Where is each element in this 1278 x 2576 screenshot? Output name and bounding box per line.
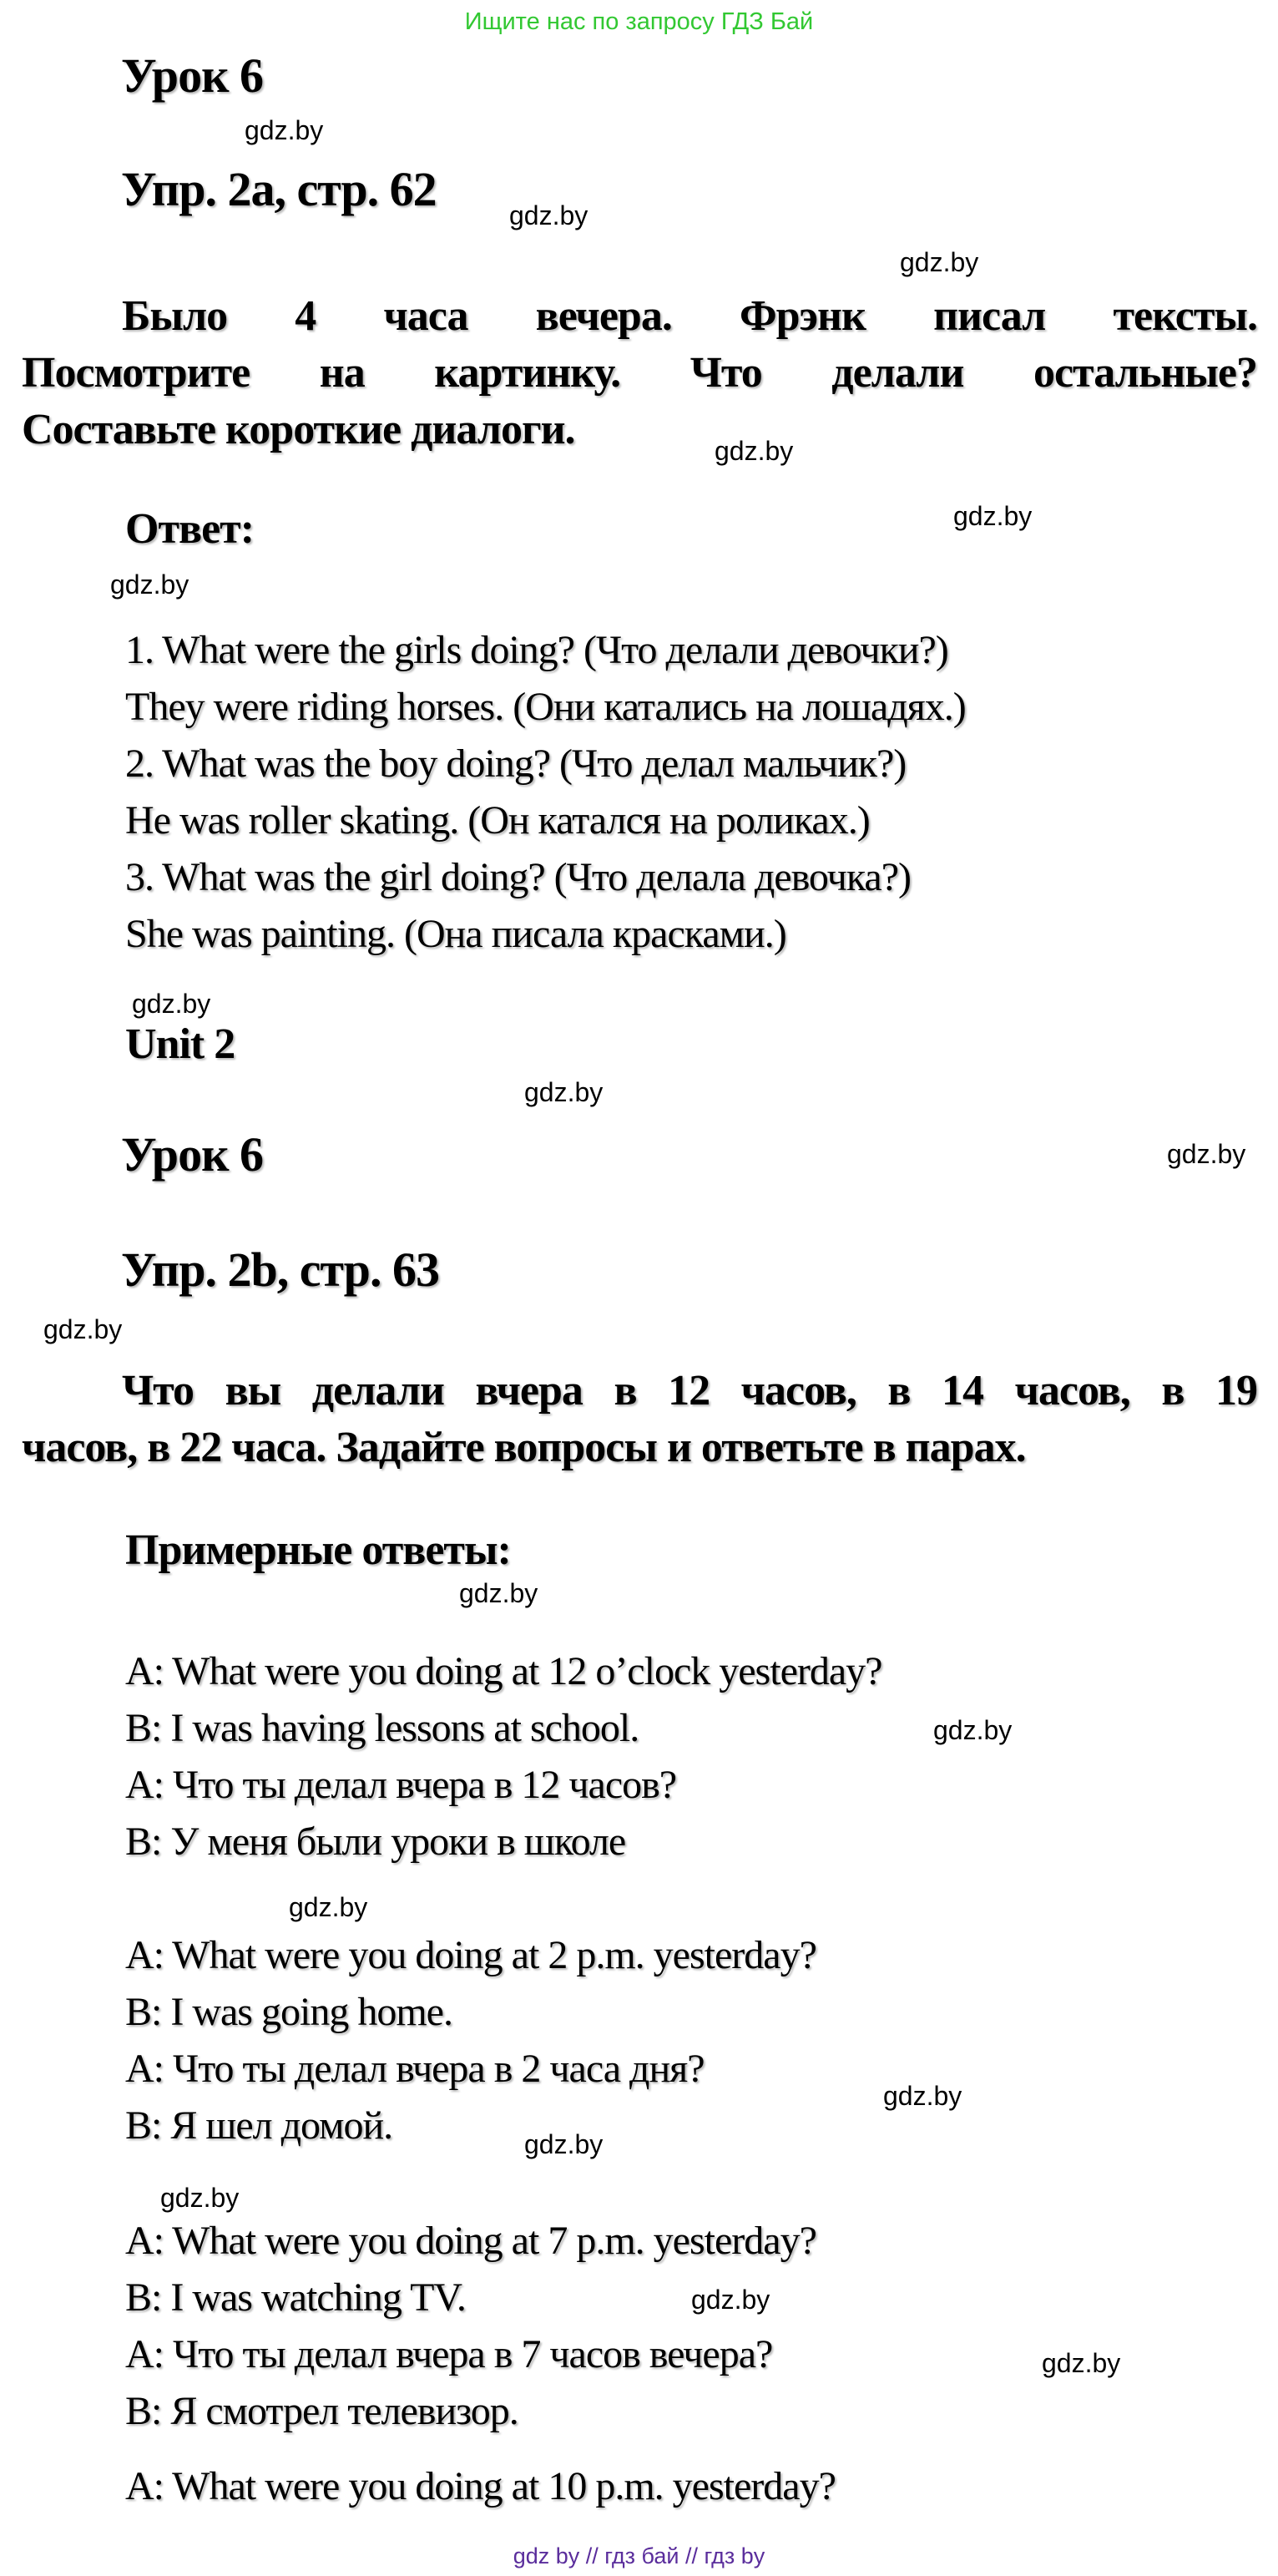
watermark: gdz.by: [883, 2081, 962, 2111]
task-b-line-2: часов, в 22 часа. Задайте вопросы и ответьте в парах.: [22, 1424, 1026, 1471]
watermark: gdz.by: [524, 2129, 604, 2159]
dialogue-line: B: Я шел домой.: [125, 2103, 393, 2148]
watermark: gdz.by: [289, 1892, 368, 1922]
answer-line: 1. What were the girls doing? (Что делали девочки?): [125, 628, 948, 672]
watermark: gdz.by: [900, 247, 979, 277]
dialogue-line: A: Что ты делал вчера в 12 часов?: [125, 1763, 677, 1807]
dialogue-line: A: Что ты делал вчера в 7 часов вечера?: [125, 2332, 773, 2376]
watermark: gdz.by: [715, 436, 794, 466]
watermark: gdz.by: [43, 1314, 123, 1344]
answer-line: They were riding horses. (Они катались на лошадях.): [125, 685, 966, 729]
dialogue-line: A: What were you doing at 10 p.m. yesterday?: [125, 2464, 836, 2508]
task-a-line-2: Посмотрите на картинку. Что делали остальные?: [22, 349, 1257, 397]
task-a-line-1: Было 4 часа вечера. Фрэнк писал тексты.: [122, 292, 1257, 340]
watermark: gdz.by: [459, 1578, 538, 1608]
watermark: gdz.by: [933, 1715, 1013, 1745]
lesson-title-a: Урок 6: [121, 48, 263, 103]
watermark: gdz.by: [1167, 1139, 1246, 1169]
unit-title: Unit 2: [125, 1020, 235, 1068]
dialogue-block-2: [125, 1927, 816, 2154]
task-b-line-1: Что вы делали вчера в 12 часов, в 14 часов, в 19: [122, 1367, 1257, 1415]
dialogue-block-1: [125, 1643, 881, 1870]
answer-label: Ответ:: [125, 505, 255, 553]
watermark: gdz.by: [110, 569, 189, 600]
site-footer: gdz by // гдз бай // гдз by: [513, 2543, 765, 2568]
dialogue-line: A: What were you doing at 7 p.m. yesterday?: [125, 2219, 816, 2263]
dialogue-block-3: [125, 2213, 816, 2440]
watermark: gdz.by: [524, 1077, 604, 1107]
dialogue-line: A: What were you doing at 12 o’clock yesterday?: [125, 1649, 882, 1693]
watermark: gdz.by: [953, 501, 1033, 531]
dialogue-line: B: Я смотрел телевизор.: [125, 2389, 518, 2433]
site-banner: Ищите нас по запросу ГДЗ Бай: [464, 8, 814, 35]
dialogue-line: B: У меня были уроки в школе: [125, 1819, 626, 1864]
watermark: gdz.by: [132, 989, 211, 1019]
exercise-title-b: Упр. 2b, стр. 63: [121, 1242, 439, 1297]
task-text-b: [22, 1363, 1257, 1476]
watermark: gdz.by: [691, 2285, 770, 2315]
sample-answers-label: Примерные ответы:: [125, 1526, 511, 1574]
dialogue-line: A: What were you doing at 2 p.m. yesterday?: [125, 1933, 816, 1977]
task-text-a: [22, 288, 1257, 458]
lesson-title-b: Урок 6: [121, 1127, 263, 1182]
dialogue-line: A: Что ты делал вчера в 2 часа дня?: [125, 2047, 705, 2091]
answer-line: He was roller skating. (Он катался на роликах.): [125, 798, 870, 843]
watermark: gdz.by: [160, 2183, 240, 2213]
dialogue-line: B: I was watching TV.: [125, 2275, 466, 2320]
exercise-title-a: Упр. 2a, стр. 62: [121, 162, 437, 216]
dialogue-line: B: I was going home.: [125, 1990, 452, 2034]
answer-line: 2. What was the boy doing? (Что делал мальчик?): [125, 741, 907, 786]
answer-line: She was painting. (Она писала красками.): [125, 912, 786, 956]
answer-line: 3. What was the girl doing? (Что делала девочка?): [125, 855, 911, 899]
watermark: gdz.by: [245, 115, 324, 145]
answer-list: [125, 622, 966, 963]
task-a-line-3: Составьте короткие диалоги.: [22, 406, 575, 453]
dialogue-line: B: I was having lessons at school.: [125, 1706, 639, 1750]
watermark: gdz.by: [509, 200, 588, 230]
dialogue-block-4: [125, 2458, 836, 2515]
watermark: gdz.by: [1042, 2348, 1121, 2378]
